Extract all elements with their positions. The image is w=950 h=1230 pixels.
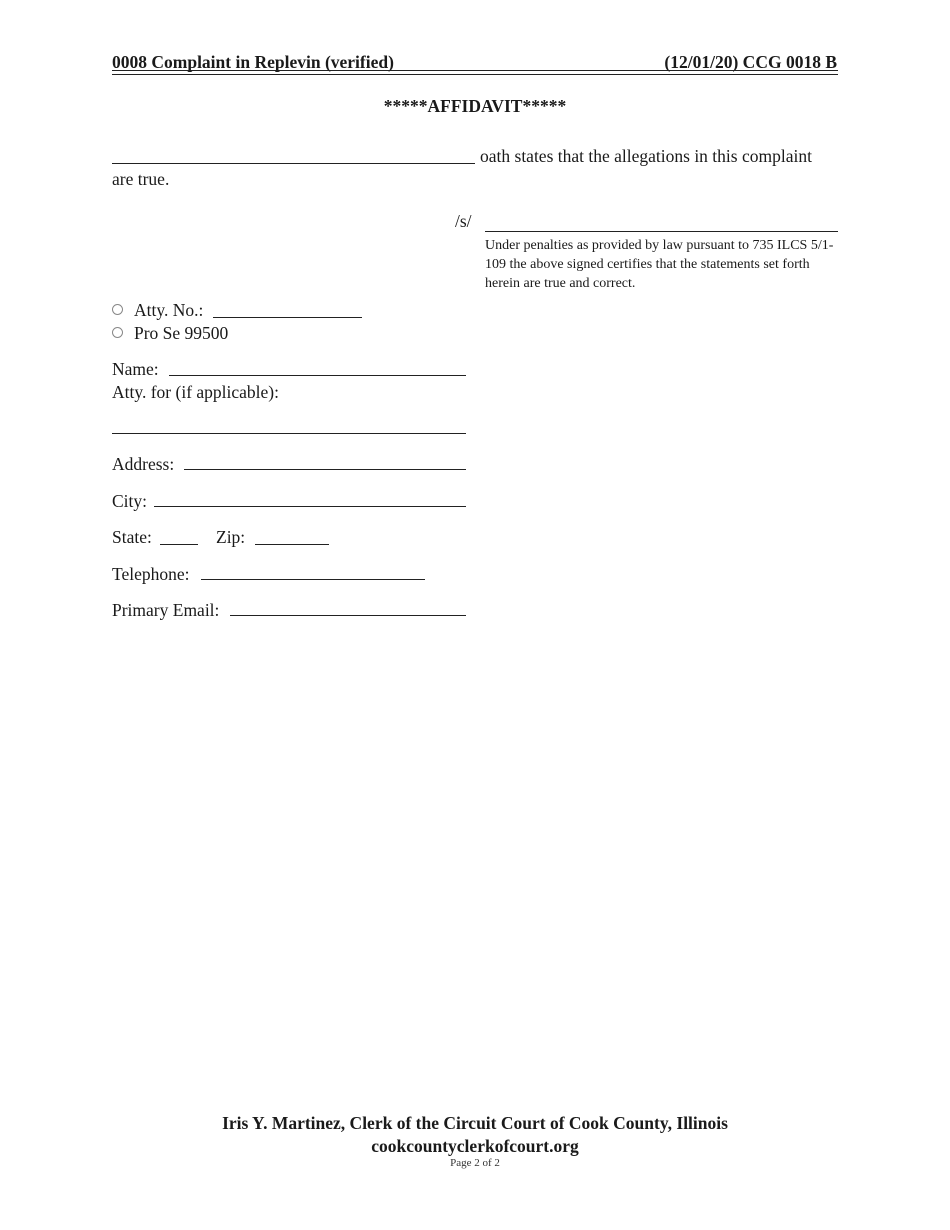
- state-label: State:: [112, 527, 152, 547]
- city-field[interactable]: [154, 506, 466, 507]
- email-label: Primary Email:: [112, 600, 220, 620]
- atty-no-field[interactable]: [213, 317, 362, 318]
- zip-field[interactable]: [255, 544, 329, 545]
- header-rule-bottom: [112, 74, 838, 75]
- affidavit-title: *****AFFIDAVIT*****: [383, 96, 567, 116]
- form-title: 0008 Complaint in Replevin (verified): [112, 52, 394, 72]
- name-field[interactable]: [169, 375, 466, 376]
- clerk-website: cookcountyclerkofcourt.org: [371, 1136, 579, 1156]
- oath-statement-continued: are true.: [112, 169, 170, 189]
- page-number: Page 2 of 2: [450, 1157, 500, 1169]
- state-field[interactable]: [160, 544, 198, 545]
- certification-text: Under penalties as provided by law pursuant to 735 ILCS 5/1-109 the above signed certifies that the statements set forth herein are true and correct.: [485, 238, 834, 291]
- form-code: (12/01/20) CCG 0018 B: [664, 52, 837, 72]
- pro-se-radio[interactable]: [112, 327, 123, 338]
- city-label: City:: [112, 491, 148, 511]
- atty-no-label: Atty. No.:: [134, 300, 204, 320]
- email-field[interactable]: [230, 615, 466, 616]
- address-label: Address:: [112, 454, 175, 474]
- atty-no-radio[interactable]: [112, 304, 123, 315]
- signature-prefix: /s/: [455, 211, 472, 231]
- telephone-label: Telephone:: [112, 564, 190, 584]
- name-label: Name:: [112, 359, 159, 379]
- atty-for-field[interactable]: [112, 433, 466, 434]
- address-field[interactable]: [184, 469, 466, 470]
- telephone-field[interactable]: [201, 579, 425, 580]
- pro-se-label: Pro Se 99500: [134, 323, 229, 343]
- atty-for-label: Atty. for (if applicable):: [112, 382, 279, 402]
- oath-statement: oath states that the allegations in this complaint: [480, 146, 812, 166]
- zip-label: Zip:: [216, 527, 246, 547]
- header-rule-top: [112, 70, 838, 71]
- signature-field[interactable]: [485, 231, 838, 232]
- clerk-name: Iris Y. Martinez, Clerk of the Circuit Court of Cook County, Illinois: [222, 1113, 728, 1133]
- affiant-name-field[interactable]: [112, 163, 475, 164]
